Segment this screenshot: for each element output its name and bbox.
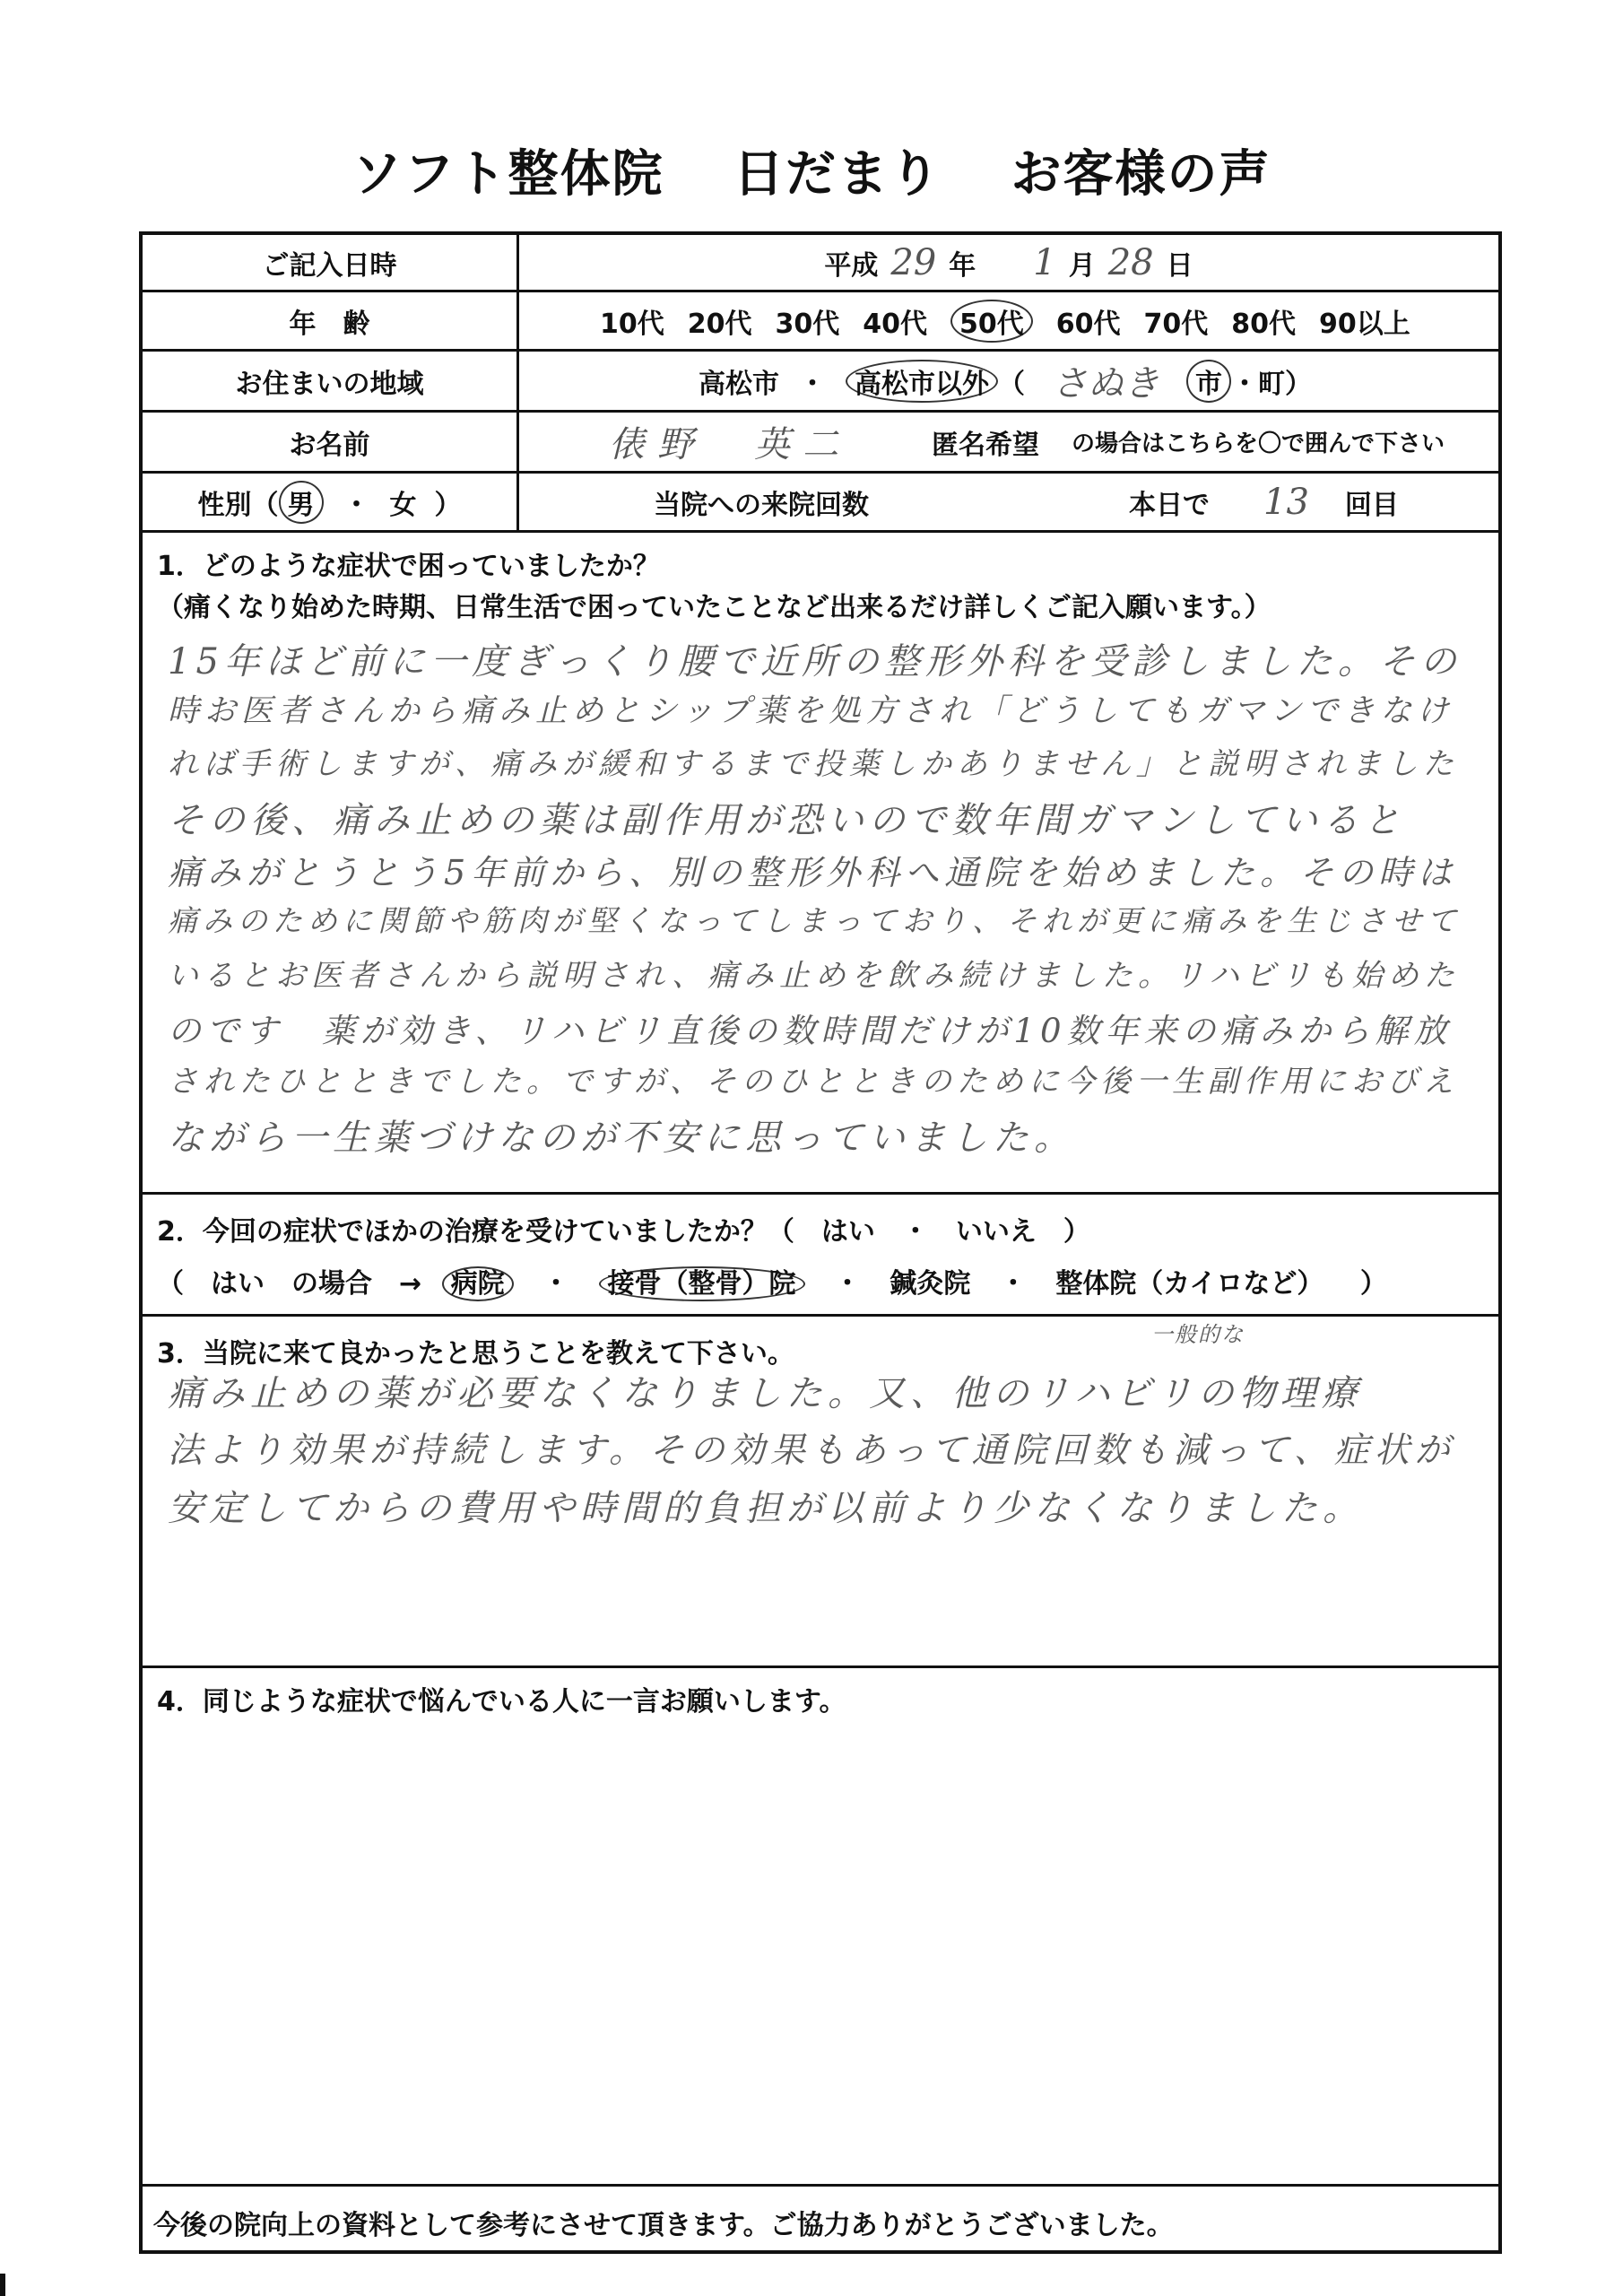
q2-options [157,1261,1387,1300]
visit-count-unit: 回目 [1344,489,1399,521]
city-shi: 市 [1186,360,1231,403]
date-label: ご記入日時 [143,235,519,290]
gender-prefix: 性別（ [197,489,279,521]
area-option-takamatsu: 高松市 [699,368,779,400]
age-option: 30代 [775,308,840,340]
q2-dot-3: ・ [999,1268,1027,1300]
q3-answer-line: 痛み止めの薬が必要なくなりました。又、他のリハビリの物理療 [168,1373,1363,1414]
q2-option-seitai: 整体院（カイロなど） [1055,1268,1324,1300]
age-option: 70代 [1143,308,1209,340]
q1-answer-line: いるとお医者さんから説明され、痛み止めを飲み続けました。リハビリも始めた [168,958,1461,994]
age-option: 80代 [1231,308,1296,340]
clinic-label: ソフト整体院 [352,145,664,204]
day-value: 28 [1107,241,1154,283]
year-unit: 年 [949,249,976,282]
question-4 [143,1668,1498,2187]
gender-visits-row [143,474,1498,533]
q3-answer-line: 安定してからの費用や時間的負担が以前より少なくなりました。 [168,1488,1364,1529]
q3-answer-line: 法より効果が持続します。その効果もあって通院回数も減って、症状が [168,1431,1455,1471]
city-name: さぬき [1052,363,1159,404]
area-option-other: 高松市以外 [846,360,998,403]
q2-option-hospital: 病院 [442,1266,514,1301]
gender-suffix: ） [434,489,462,521]
question-2 [143,1195,1498,1317]
age-option: 50代 [950,300,1033,343]
age-option: 60代 [1055,308,1121,340]
age-option: 20代 [687,308,752,340]
q1-answer-line: 痛みのために関節や筋肉が堅くなってしまっており、それが更に痛みを生じさせて [168,903,1462,938]
form-title [0,135,1623,206]
form-subtitle: お客様の声 [1011,145,1271,204]
clinic-name: 日だまり [733,145,942,204]
area-row [143,352,1498,413]
q4-heading: 4．同じような症状で悩んでいる人に一言お願いします。 [157,1686,846,1718]
visits-cell [519,474,1498,530]
q2-option-acupuncture: 鍼灸院 [890,1268,971,1300]
date-row [143,235,1498,292]
today-label: 本日で [1129,489,1210,521]
area-value [519,352,1498,410]
age-option: 90以上 [1319,308,1410,340]
visits-label: 当院への来院回数 [654,489,869,521]
age-row [143,292,1498,352]
month-unit: 月 [1068,249,1096,282]
gender-male: 男 [279,481,324,524]
q3-heading: 3．当院に来て良かったと思うことを教えて下さい。 [157,1338,794,1370]
q2-prefix: （ はい の場合 → [157,1268,422,1300]
city-cho: ・町） [1231,368,1312,400]
footer-note: 今後の院向上の資料として参考にさせて頂きます。ご協力ありがとうございました。 [153,2210,1174,2241]
age-option: 40代 [863,308,927,340]
age-option: 10代 [600,308,664,340]
q1-answer-line: その後、痛み止めの薬は副作用が恐いので数年間ガマンしていると [168,800,1405,841]
gender-female: 女 [389,489,417,521]
q1-answer-line: 15年ほど前に一度ぎっくり腰で近所の整形外科を受診しました。その [168,641,1462,683]
q1-subheading: （痛くなり始めた時期、日常生活で困っていたことなど出来るだけ詳しくご記入願います。） [157,592,1271,623]
anon-label: 匿名希望 [932,429,1039,461]
q1-answer-line: 痛みがとうとう5年前から、別の整形外科へ通院を始めました。その時は [168,853,1458,892]
gender-cell [143,474,519,530]
survey-sheet [139,231,1502,2254]
q1-answer-line: のです 薬が効き、リハビリ直後の数時間だけが10数年来の痛みから解放 [168,1012,1453,1050]
q2-option-bonesetter: 接骨（整骨）院 [599,1266,805,1301]
q2-dot-2: ・ [833,1268,861,1300]
q1-answer-line: 時お医者さんから痛み止めとシップ薬を処方され「どうしてもガマンできなけ [168,693,1454,729]
customer-name: 俵野 英二 [609,424,851,465]
day-unit: 日 [1166,249,1193,282]
month-value: 1 [1033,241,1056,283]
q2-suffix: ） [1359,1268,1387,1300]
question-1 [143,533,1498,1195]
q1-answer-line: されたひとときでした。ですが、そのひとときのために今後一生副作用におびえ [168,1064,1459,1100]
date-value [519,235,1498,290]
era-label: 平成 [824,249,879,282]
gender-dot: ・ [343,489,370,521]
q1-answer-line: ながら一生薬づけなのが不安に思っていました。 [168,1118,1075,1159]
name-value [519,413,1498,471]
name-label: お名前 [143,413,519,471]
visit-count: 13 [1263,481,1309,523]
q3-annotation: 一般的な [1151,1322,1245,1347]
anon-note: の場合はこちらを〇で囲んで下さい [1072,430,1445,457]
year-value: 29 [890,241,937,283]
area-dot: ・ [799,368,826,400]
age-options [519,292,1498,349]
age-label: 年 齢 [143,292,519,349]
q1-answer-line: れば手術しますが、痛みが緩和するまで投薬しかありません」と説明されました [168,746,1459,782]
scan-edge-mark [0,2274,5,2296]
q1-heading: 1．どのような症状で困っていましたか？ [157,551,660,582]
question-3 [143,1317,1498,1668]
area-label: お住まいの地域 [143,352,519,410]
name-row [143,413,1498,474]
area-paren: （ [998,368,1025,400]
q2-dot-1: ・ [542,1268,570,1300]
q2-heading: 2．今回の症状でほかの治療を受けていましたか？（ はい ・ いいえ ） [157,1216,1090,1248]
